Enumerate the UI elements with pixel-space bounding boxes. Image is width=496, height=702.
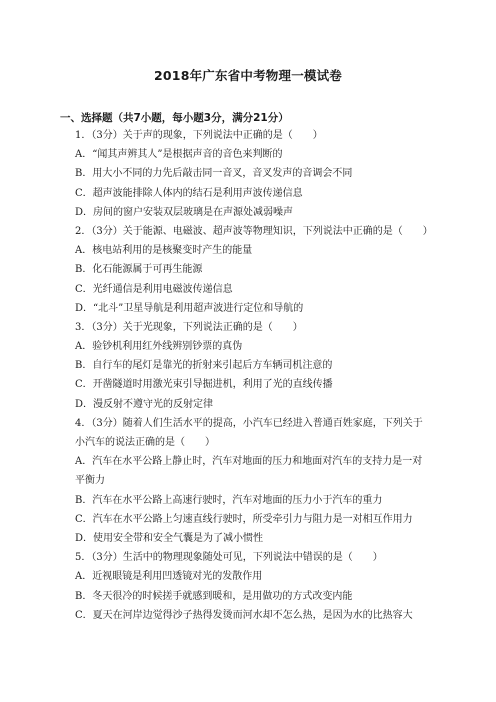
question-stem: 4．（3分）随着人们生活水平的提高，小汽车已经进入普通百姓家庭，下列关于 [75, 417, 423, 429]
answer-option: C．超声波能排除人体内的结石是利用声波传递信息 [75, 187, 303, 199]
question-stem: 5．（3分）生活中的物理现象随处可见，下列说法中错误的是（ ） [75, 552, 383, 564]
question-continuation: 平衡力 [75, 475, 105, 487]
answer-option: A．“闻其声辨其人”是根据声音的音色来判断的 [75, 149, 283, 161]
section-heading: 一、选择题（共7小题，每小题3分，满分21分） [60, 112, 289, 124]
question-stem: 1．（3分）关于声的现象，下列说法中正确的是（ ） [75, 130, 323, 141]
question-stem: 3．（3分）关于光现象，下列说法正确的是（ ） [75, 321, 303, 333]
answer-option: B．冬天很冷的时候搓手就感到暖和，是用做功的方式改变内能 [75, 590, 353, 602]
answer-option: A．汽车在水平公路上静止时，汽车对地面的压力和地面对汽车的支持力是一对 [75, 456, 423, 468]
answer-option: D．“北斗”卫星导航是利用超声波进行定位和导航的 [75, 302, 304, 314]
answer-option: B．自行车的尾灯是靠光的折射来引起后方车辆司机注意的 [75, 360, 333, 372]
page-title: 2018年广东省中考物理一模试卷 [154, 68, 342, 83]
question-list [75, 126, 460, 625]
answer-option: D．漫反射不遵守光的反射定律 [75, 398, 214, 410]
answer-option: C．光纤通信是利用电磁波传递信息 [75, 283, 233, 295]
question-stem: 2．（3分）关于能源、电磁波、超声波等物理知识，下列说法中正确的是（ ） [75, 225, 433, 237]
answer-option: A．核电站利用的是核聚变时产生的能量 [75, 245, 253, 257]
question-continuation: 小汽车的说法正确的是（ ） [75, 437, 215, 448]
answer-option: B．用大小不同的力先后敲击同一音叉，音叉发声的音调会不同 [75, 168, 353, 180]
answer-option: C．夏天在河岸边觉得沙子热得发烫而河水却不怎么热，是因为水的比热容大 [75, 609, 413, 621]
answer-option: A．验钞机利用红外线辨别钞票的真伪 [75, 341, 243, 353]
answer-option: B．汽车在水平公路上高速行驶时，汽车对地面的压力小于汽车的重力 [75, 494, 383, 506]
answer-option: B．化石能源属于可再生能源 [75, 264, 203, 276]
answer-option: D．房间的窗户安装双层玻璃是在声源处减弱噪声 [75, 206, 294, 218]
answer-option: D．使用安全带和安全气囊是为了减小惯性 [75, 532, 264, 544]
answer-option: C．汽车在水平公路上匀速直线行驶时，所受牵引力与阻力是一对相互作用力 [75, 513, 413, 525]
answer-option: A．近视眼镜是利用凹透镜对光的发散作用 [75, 571, 263, 583]
answer-option: C．开凿隧道时用激光束引导掘进机，利用了光的直线传播 [75, 379, 333, 391]
